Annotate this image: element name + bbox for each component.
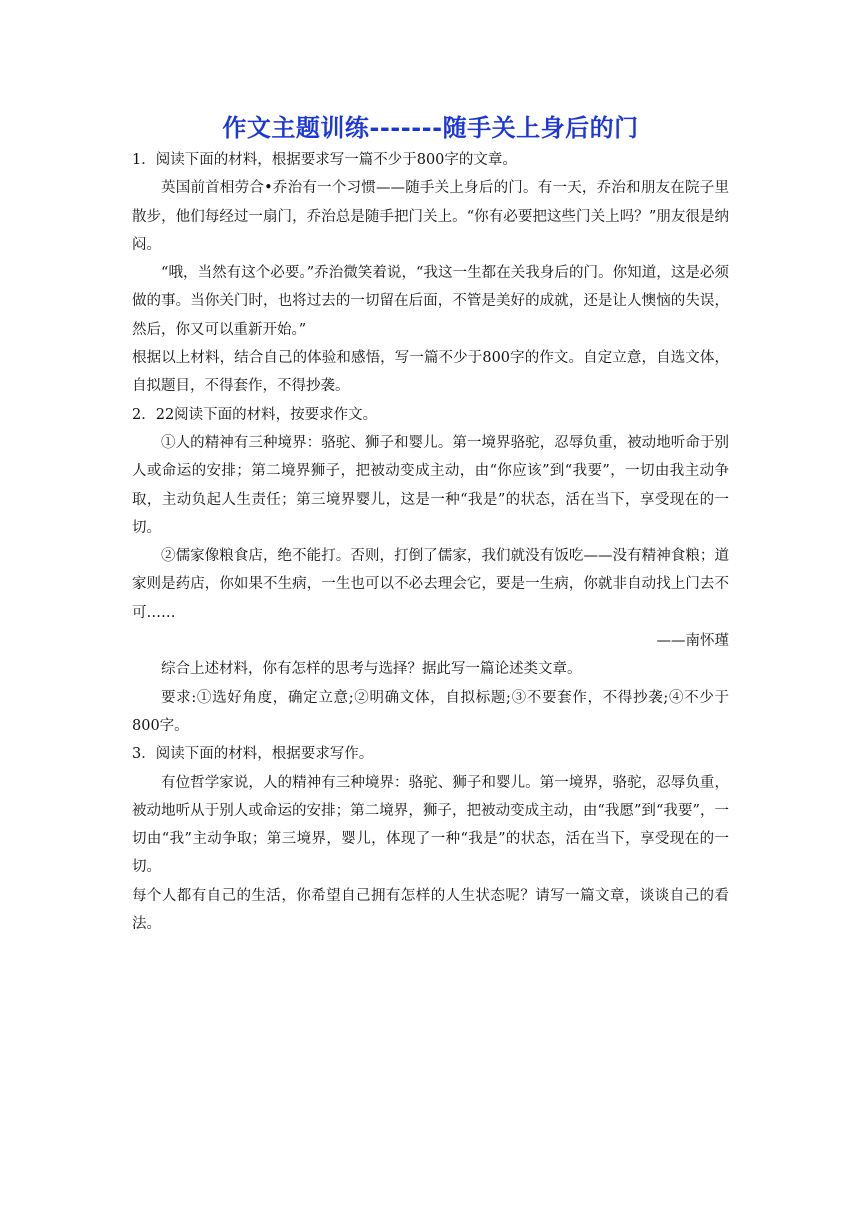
question-1-prompt: 1．阅读下面的材料，根据要求写一篇不少于800字的文章。 [132, 152, 517, 168]
question-1-material-paragraph-2: “哦，当然有这个必要。”乔治微笑着说，“我这一生都在关我身后的门。你知道，这是必须做的事。当你关门时，也将过去的一切留在后面，不管是美好的成就，还是让人懊恼的失误，然后，你又可以重新开始。” [132, 265, 729, 338]
question-3-material: 有位哲学家说，人的精神有三种境界：骆驼、狮子和婴儿。第一境界，骆驼，忍辱负重，被动地听从于别人或命运的安排；第二境界，狮子，把被动变成主动，由“我愿”到“我要”，一切由“我”主动争取；第三境界，婴儿，体现了一种“我是”的状态，活在当下，享受现在的一切。 [132, 774, 729, 876]
document-body [132, 110, 729, 938]
question-3-requirement: 每个人都有自己的生活，你希望自己拥有怎样的人生状态呢？请写一篇文章，谈谈自己的看法。 [132, 887, 729, 933]
question-2-attribution: ——南怀瑾 [656, 633, 729, 650]
question-2-question: 综合上述材料，你有怎样的思考与选择？据此写一篇论述类文章。 [161, 661, 582, 678]
question-1-material-paragraph-1: 英国前首相劳合•乔治有一个习惯——随手关上身后的门。有一天，乔治和朋友在院子里散步，他们每经过一扇门，乔治总是随手把门关上。“你有必要把这些门关上吗？”朋友很是纳闷。 [132, 180, 729, 253]
question-1-requirement: 根据以上材料，结合自己的体验和感悟，写一篇不少于800字的作文。自定立意，自选文体，自拟题目，不得套作，不得抄袭。 [132, 350, 729, 395]
question-2-prompt: 2．22阅读下面的材料，按要求作文。 [132, 406, 378, 423]
question-2-material-2: ②儒家像粮食店，绝不能打。否则，打倒了儒家，我们就没有饭吃——没有精神食粮；道家则是药店，你如果不生病，一生也可以不必去理会它，要是一生病，你就非自动找上门去不可…… [132, 548, 729, 621]
question-2-material-1: ①人的精神有三种境界：骆驼、狮子和婴儿。第一境界骆驼，忍辱负重，被动地听命于别人或命运的安排；第二境界狮子，把被动变成主动，由“你应该”到“我要”，一切由我主动争取，主动负起人生责任；第三境界婴儿，这是一种“我是”的状态，活在当下，享受现在的一切。 [132, 434, 729, 536]
document-title: 作文主题训练-------随手关上身后的门 [222, 114, 639, 142]
question-3-prompt: 3．阅读下面的材料，根据要求写作。 [132, 746, 374, 763]
question-2-requirement: 要求:①选好角度，确定立意;②明确文体，自拟标题;③不要套作，不得抄袭;④不少于800字。 [132, 689, 729, 734]
